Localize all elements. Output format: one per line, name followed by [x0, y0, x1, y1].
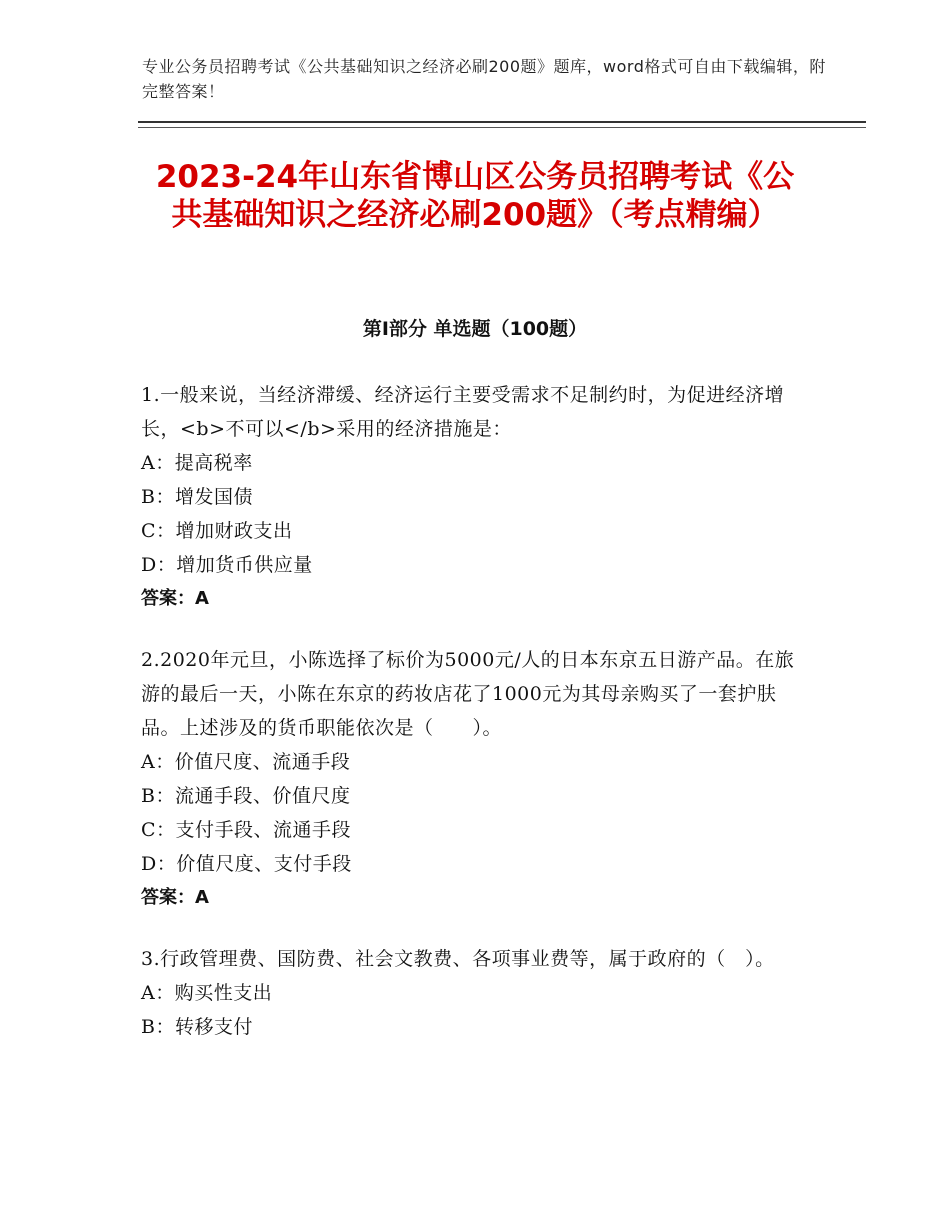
question-3	[141, 942, 806, 1044]
section-title: 第Ⅰ部分 单选题（100题）	[362, 318, 588, 340]
question-stem: 2.2020年元旦，小陈选择了标价为5000元/人的日本东京五日游产品。在旅游的最后一天，小陈在东京的药妆店花了1000元为其母亲购买了一套护肤品。上述涉及的货币职能依次是（ ）。	[141, 649, 795, 739]
header-note: 专业公务员招聘考试《公共基础知识之经济必刷200题》题库，word格式可自由下载编辑，附完整答案！	[142, 57, 826, 101]
document-title: 2023-24年山东省博山区公务员招聘考试《公共基础知识之经济必刷200题》（考点精编）	[155, 159, 795, 233]
question-stem: 1.一般来说，当经济滞缓、经济运行主要受需求不足制约时，为促进经济增长，<b>不可以</b>采用的经济措施是：	[141, 384, 785, 440]
option-c: C：支付手段、流通手段	[141, 819, 352, 841]
option-d: D：增加货币供应量	[141, 554, 313, 576]
option-a: A：购买性支出	[141, 982, 273, 1004]
option-b: B：增发国债	[141, 486, 253, 508]
answer: 答案：A	[141, 588, 209, 609]
header-divider-thin	[138, 127, 866, 128]
option-a: A：提高税率	[141, 452, 253, 474]
option-b: B：转移支付	[141, 1016, 253, 1038]
question-1	[141, 378, 806, 616]
header-divider-thick	[138, 121, 866, 123]
question-stem: 3.行政管理费、国防费、社会文教费、各项事业费等，属于政府的（ ）。	[141, 948, 775, 970]
question-2	[141, 643, 806, 915]
option-b: B：流通手段、价值尺度	[141, 785, 351, 807]
answer: 答案：A	[141, 887, 209, 908]
option-c: C：增加财政支出	[141, 520, 293, 542]
option-d: D：价值尺度、支付手段	[141, 853, 352, 875]
option-a: A：价值尺度、流通手段	[141, 751, 351, 773]
question-list	[141, 378, 806, 1071]
